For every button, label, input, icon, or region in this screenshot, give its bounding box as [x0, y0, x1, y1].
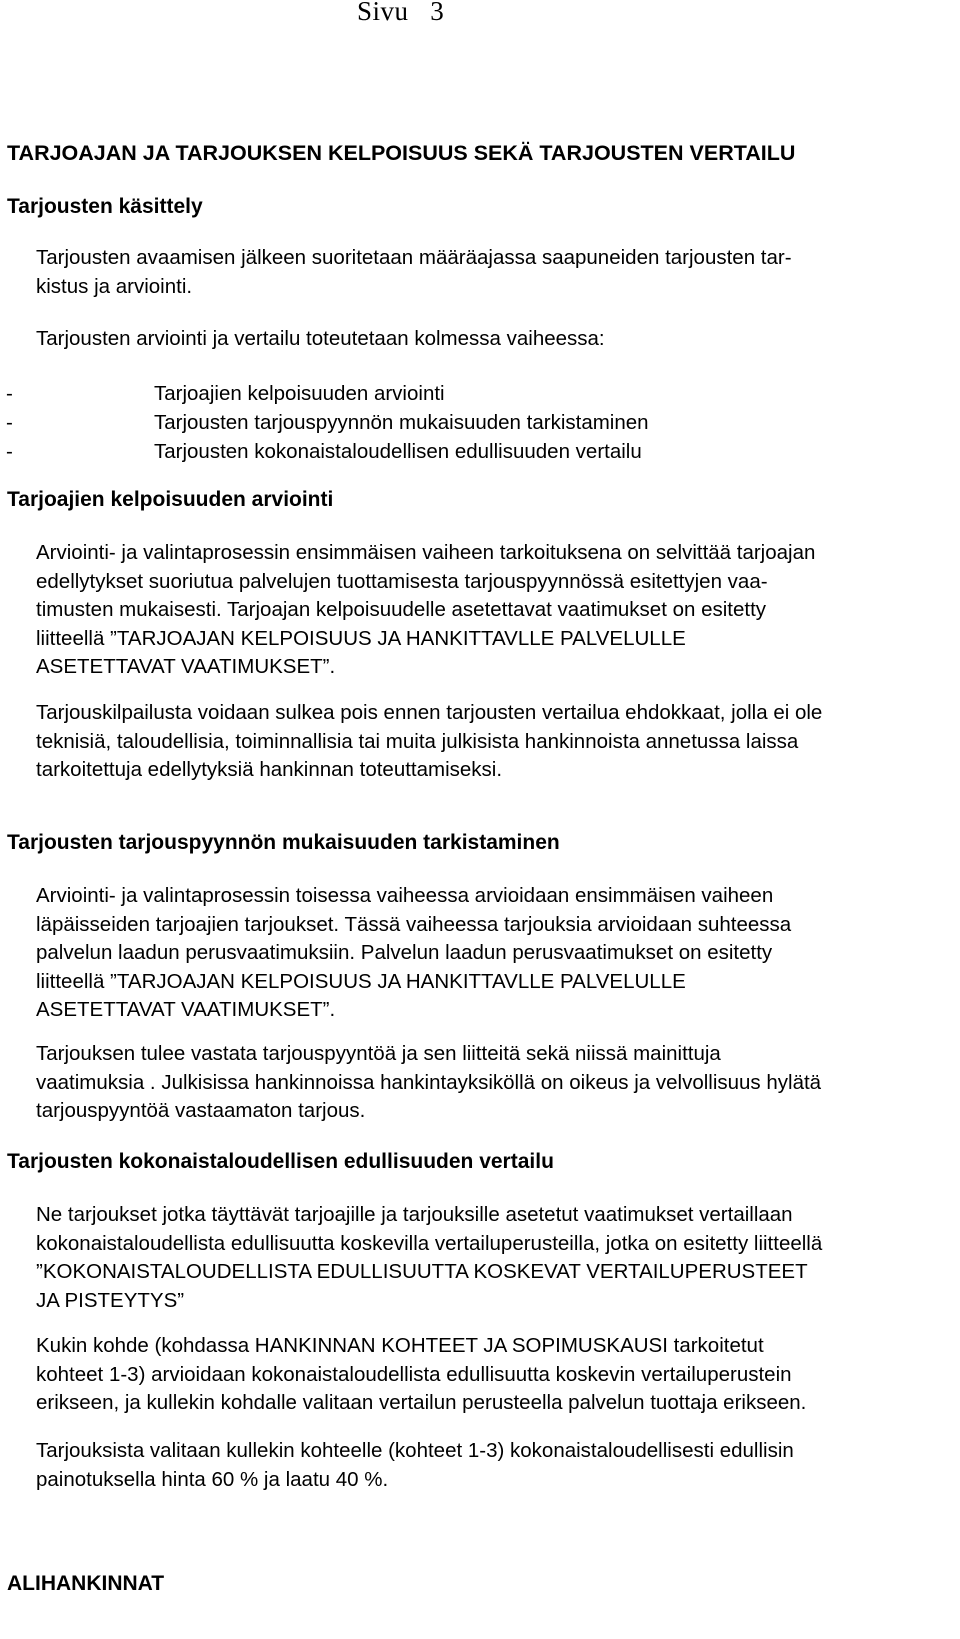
text-line: Tarjousten arviointi ja vertailu toteutetaan kolmessa vaiheessa: [36, 327, 605, 350]
text-line: Tarjouskilpailusta voidaan sulkea pois ennen tarjousten vertailua ehdokkaat, jolla ei ole [36, 701, 823, 724]
section-heading-tarjousten-kasittely: Tarjousten käsittely [7, 195, 203, 218]
section-heading-edullisuus: Tarjousten kokonaistaloudellisen edullisuuden vertailu [7, 1150, 554, 1173]
section-heading-kelpoisuus: Tarjoajien kelpoisuuden arviointi [7, 488, 334, 511]
document-title: TARJOAJAN JA TARJOUKSEN KELPOISUUS SEKÄ TARJOUSTEN VERTAILU [7, 141, 796, 165]
text-line: vaatimuksia . Julkisissa hankinnoissa hankintayksiköllä on oikeus ja velvollisuus hylätä [36, 1070, 822, 1094]
text-line: Arviointi- ja valintaprosessin ensimmäisen vaiheen tarkoituksena on selvittää tarjoajan [36, 541, 816, 564]
text-line: teknisiä, taloudellisia, toiminnallisia tai muita julkisista hankinnoista annetussa laissa [36, 729, 799, 753]
text-line: Ne tarjoukset jotka täyttävät tarjoajille ja tarjouksille asetetut vaatimukset vertaillaan [36, 1203, 793, 1226]
paragraph [36, 1201, 822, 1315]
text-line: Tarjouksen tulee vastata tarjouspyyntöä ja sen liitteitä sekä niissä mainittuja [36, 1042, 721, 1065]
text-line: Tarjousten avaamisen jälkeen suoritetaan määräajassa saapuneiden tarjousten tar- [36, 246, 792, 269]
text-line: ”KOKONAISTALOUDELLISTA EDULLISUUTTA KOSKEVAT VERTAILUPERUSTEET [36, 1260, 808, 1283]
text-line: Tarjouksista valitaan kullekin kohteelle (kohteet 1-3) kokonaistaloudellisesti edullisin [36, 1439, 794, 1462]
text-line: JA PISTEYTYS” [36, 1288, 185, 1312]
list-item-text: Tarjoajien kelpoisuuden arviointi [154, 382, 445, 405]
text-line: painotuksella hinta 60 % ja laatu 40 %. [36, 1467, 389, 1491]
text-line: kistus ja arviointi. [36, 274, 193, 298]
section-heading-alihankinnat: ALIHANKINNAT [7, 1572, 165, 1595]
list-bullet: - [6, 440, 13, 463]
text-line: tarjouspyyntöä vastaamaton tarjous. [36, 1099, 366, 1122]
list-bullet: - [6, 382, 13, 405]
paragraph [36, 539, 815, 682]
text-line: liitteellä ”TARJOAJAN KELPOISUUS JA HANKITTAVLLE PALVELULLE [36, 626, 686, 650]
text-line: Kukin kohde (kohdassa HANKINNAN KOHTEET JA SOPIMUSKAUSI tarkoitetut [36, 1334, 764, 1357]
text-line: ASETETTAVAT VAATIMUKSET”. [36, 655, 336, 678]
text-line: palvelun laadun perusvaatimuksiin. Palvelun laadun perusvaatimukset on esitetty [36, 941, 773, 964]
text-line: läpäisseiden tarjoajien tarjoukset. Tässä vaiheessa tarjouksia arvioidaan suhteessa [36, 912, 792, 936]
text-line: liitteellä ”TARJOAJAN KELPOISUUS JA HANKITTAVLLE PALVELULLE [36, 969, 686, 993]
list-bullet: - [6, 411, 13, 434]
text-line: erikseen, ja kullekin kohdalle valitaan vertailun perusteella palvelun tuottaja erikseen. [36, 1391, 807, 1414]
list-item-text: Tarjousten kokonaistaloudellisen edullisuuden vertailu [154, 440, 642, 463]
text-line: kokonaistaloudellista edullisuutta koskevilla vertailuperusteilla, jotka on esitetty liitteellä [36, 1231, 823, 1255]
paragraph [36, 244, 792, 301]
paragraph [36, 699, 822, 785]
text-line: ASETETTAVAT VAATIMUKSET”. [36, 998, 336, 1021]
text-line: timusten mukaisesti. Tarjoajan kelpoisuudelle asetettavat vaatimukset on esitetty [36, 598, 767, 621]
text-line: edellytykset suoriutua palvelujen tuottamisesta tarjouspyynnössä esitettyjen vaa- [36, 569, 768, 593]
text-line: Arviointi- ja valintaprosessin toisessa vaiheessa arvioidaan ensimmäisen vaiheen [36, 884, 774, 907]
paragraph [36, 1437, 794, 1494]
paragraph [36, 1332, 806, 1418]
paragraph [36, 882, 791, 1025]
text-line: tarkoitettuja edellytyksiä hankinnan toteuttamiseksi. [36, 758, 503, 781]
paragraph [36, 325, 605, 354]
section-heading-mukaisuus: Tarjousten tarjouspyynnön mukaisuuden tarkistaminen [7, 831, 560, 854]
page-number: Sivu 3 [357, 0, 445, 26]
text-line: kohteet 1-3) arvioidaan kokonaistaloudellista edullisuutta koskevin vertailuperustein [36, 1362, 792, 1386]
paragraph [36, 1040, 821, 1126]
list-item-text: Tarjousten tarjouspyynnön mukaisuuden tarkistaminen [154, 411, 649, 434]
